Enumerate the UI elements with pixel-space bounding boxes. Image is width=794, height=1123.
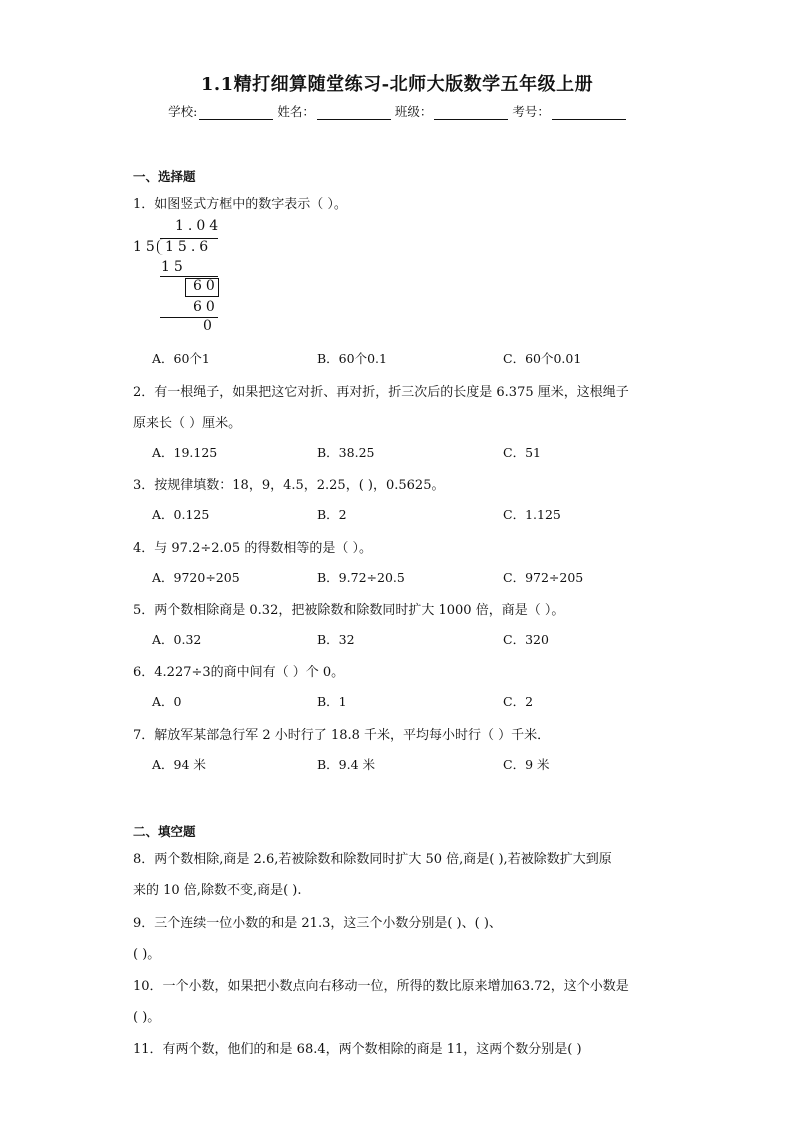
student-info-row <box>0 102 794 120</box>
division-boxed-digits: 60 <box>193 278 219 294</box>
question-2-stem: 2．有一根绳子，如果把这它对折、再对折，折三次后的长度是 6.375 厘米，这根绳子 <box>133 385 629 400</box>
question-4-option-b[interactable]: B．9.72÷20.5 <box>317 570 405 585</box>
question-2-option-b[interactable]: B．38.25 <box>317 445 375 460</box>
question-10-line-1: 10．一个小数，如果把小数点向右移动一位，所得的数比原来增加63.72，这个小数是 <box>133 979 629 994</box>
section-title-fill: 二、填空题 <box>133 824 196 839</box>
question-1-option-a[interactable]: A．60个1 <box>152 351 210 366</box>
class-blank[interactable] <box>434 107 508 120</box>
question-6-option-b[interactable]: B．1 <box>317 694 347 709</box>
question-10-line-2: ( )。 <box>133 1010 161 1025</box>
question-1-option-b[interactable]: B．60个0.1 <box>317 351 387 366</box>
division-step2: 60 <box>193 299 219 315</box>
question-9-line-1: 9．三个连续一位小数的和是 21.3，这三个小数分别是( )、( )、 <box>133 916 502 931</box>
division-divisor: 15 <box>133 239 159 255</box>
question-7-option-b[interactable]: B．9.4 米 <box>317 757 376 772</box>
question-5-option-b[interactable]: B．32 <box>317 632 355 647</box>
division-remainder: 0 <box>203 318 216 334</box>
division-line-1 <box>160 276 218 277</box>
question-2-stem-cont: 原来长（ ）厘米。 <box>133 416 242 431</box>
division-bracket <box>157 239 164 255</box>
division-quotient: 1.04 <box>175 218 223 234</box>
question-3-option-a[interactable]: A．0.125 <box>152 507 210 522</box>
question-11-line-1: 11．有两个数，他们的和是 68.4，两个数相除的商是 11，这两个数分别是( ) <box>133 1042 582 1057</box>
section-title-choice: 一、选择题 <box>133 169 196 184</box>
division-step1: 15 <box>161 259 187 275</box>
question-4-option-a[interactable]: A．9720÷205 <box>152 570 240 585</box>
school-label: 学校: <box>168 104 198 119</box>
exam-number-blank[interactable] <box>552 107 626 120</box>
question-4-option-c[interactable]: C．972÷205 <box>503 570 584 585</box>
question-1-option-c[interactable]: C．60个0.01 <box>503 351 582 366</box>
name-label: 姓名： <box>277 104 315 119</box>
long-division-diagram <box>133 218 253 343</box>
question-2-option-c[interactable]: C．51 <box>503 445 541 460</box>
class-label: 班级： <box>394 104 433 119</box>
question-1-stem: 1．如图竖式方框中的数字表示（ ）。 <box>133 197 347 212</box>
exam-number-label: 考号： <box>512 104 550 119</box>
question-3-stem: 3．按规律填数：18，9，4.5，2.25，( )，0.5625。 <box>133 478 445 493</box>
question-5-option-c[interactable]: C．320 <box>503 632 549 647</box>
division-dividend: 15.6 <box>165 239 213 255</box>
question-8-line-2: 来的 10 倍,除数不变,商是( ). <box>133 883 302 898</box>
question-8-line-1: 8．两个数相除,商是 2.6,若被除数和除数同时扩大 50 倍,商是( ),若被除数扩大到原 <box>133 852 612 867</box>
question-7-option-c[interactable]: C．9 米 <box>503 757 550 772</box>
question-6-option-a[interactable]: A．0 <box>152 694 182 709</box>
question-4-stem: 4．与 97.2÷2.05 的得数相等的是（ ）。 <box>133 541 372 556</box>
question-9-line-2: ( )。 <box>133 947 161 962</box>
question-5-option-a[interactable]: A．0.32 <box>152 632 202 647</box>
question-6-option-c[interactable]: C．2 <box>503 694 534 709</box>
page-title: 1.1精打细算随堂练习-北师大版数学五年级上册 <box>200 74 594 95</box>
question-2-option-a[interactable]: A．19.125 <box>152 445 218 460</box>
name-blank[interactable] <box>317 107 391 120</box>
school-blank[interactable] <box>199 107 273 120</box>
question-7-option-a[interactable]: A．94 米 <box>152 757 206 772</box>
question-3-option-c[interactable]: C．1.125 <box>503 507 561 522</box>
question-5-stem: 5．两个数相除商是 0.32，把被除数和除数同时扩大 1000 倍，商是（ ）。 <box>133 603 565 618</box>
question-7-stem: 7．解放军某部急行军 2 小时行了 18.8 千米，平均每小时行（ ）千米． <box>133 728 551 743</box>
question-3-option-b[interactable]: B．2 <box>317 507 347 522</box>
question-6-stem: 6．4.227÷3的商中间有（ ）个 0。 <box>133 665 345 680</box>
